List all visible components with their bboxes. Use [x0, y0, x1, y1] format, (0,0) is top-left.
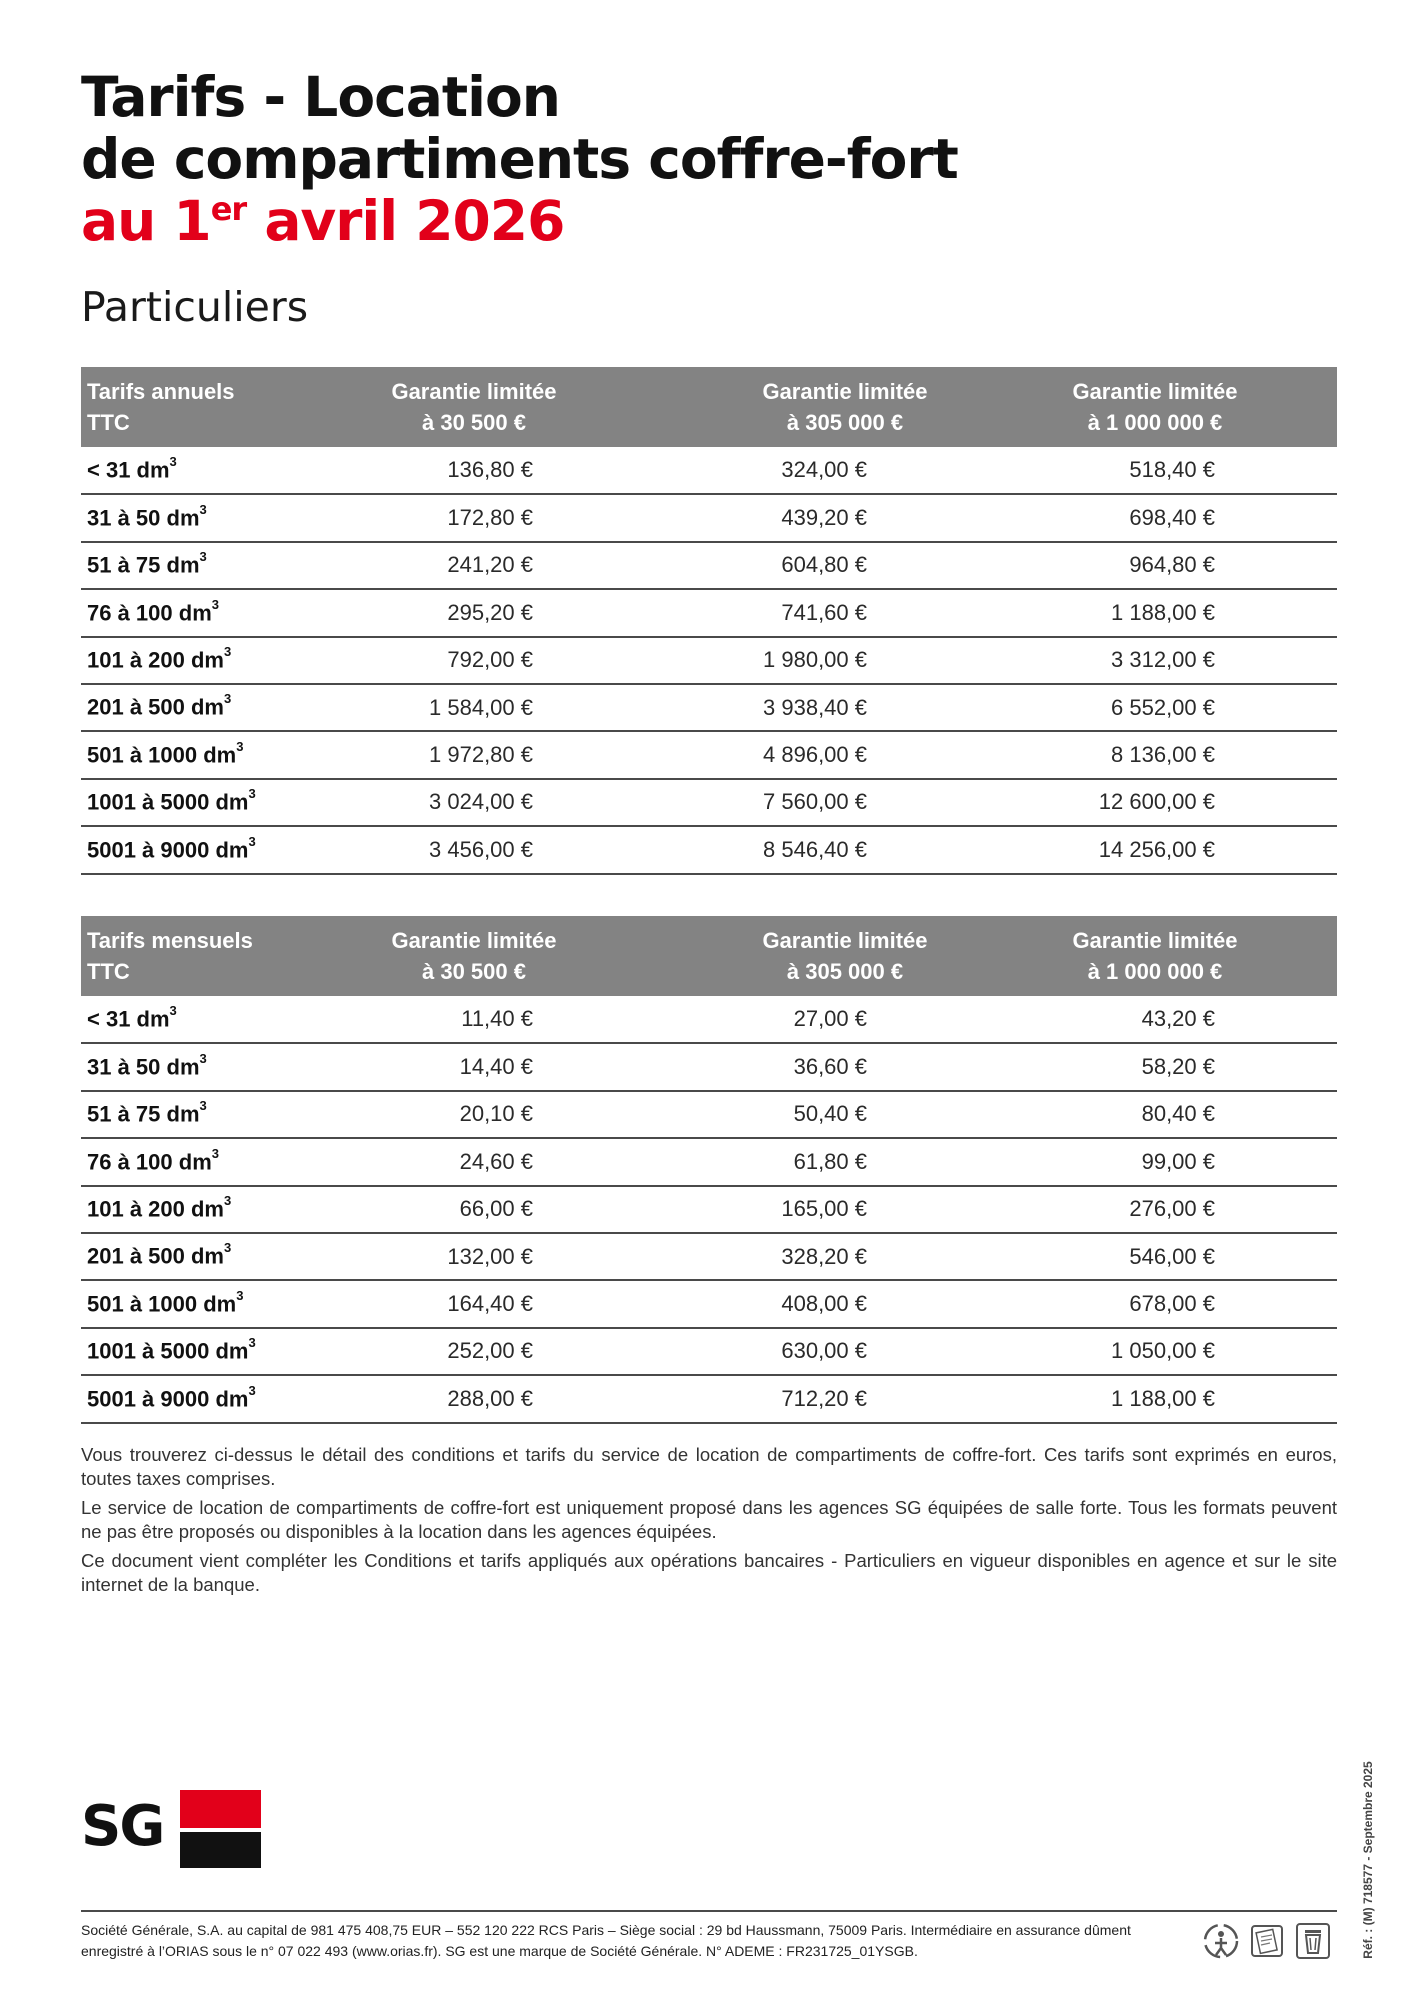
price-cell-v1: 11,40 € [365, 996, 691, 1043]
price-cell-v2: 328,20 € [691, 1233, 1017, 1280]
table-row [81, 1091, 1337, 1138]
size-text: 101 à 200 dm [87, 1196, 224, 1222]
header-col-line-1: Garantie limitée [391, 928, 557, 953]
table-row [81, 731, 1337, 778]
price-cell-v1: 252,00 € [365, 1328, 691, 1375]
size-text: 501 à 1000 dm [87, 1291, 237, 1317]
sg-logo-black-block [180, 1830, 261, 1868]
table-row [81, 779, 1337, 826]
size-text: 5001 à 9000 dm [87, 1385, 249, 1411]
row-size-label [81, 1233, 365, 1280]
price-cell-v1: 24,60 € [365, 1138, 691, 1185]
cubic-exponent: 3 [236, 1287, 244, 1303]
price-cell-v3: 14 256,00 € [1017, 826, 1337, 873]
title-date-line [81, 190, 958, 260]
footer-line-2: enregistré à l’ORIAS sous le n° 07 022 493 (www.orias.fr). SG est une marque de Société Générale. N° ADEME : FR231725_01YSGB. [81, 1943, 918, 1959]
price-cell-v2: 4 896,00 € [691, 731, 1017, 778]
header-col-line-2: à 305 000 € [786, 959, 904, 984]
cubic-exponent: 3 [248, 1335, 256, 1351]
note-paragraph: Le service de location de compartiments de coffre-fort est uniquement proposé dans les agences SG équipées de salle forte. Tous les formats peuvent ne pas être proposés ou disponibles à la location dans les agences équipées. [81, 1497, 1337, 1542]
row-size-label [81, 684, 365, 731]
table-row [81, 494, 1337, 541]
header-col-line-1: Garantie limitée [1072, 379, 1238, 404]
price-cell-v2: 61,80 € [691, 1138, 1017, 1185]
price-cell-v1: 241,20 € [365, 542, 691, 589]
cubic-exponent: 3 [248, 833, 256, 849]
note-paragraph: Ce document vient compléter les Conditions et tarifs appliqués aux opérations bancaires - Particuliers en vigueur disponibles en agence et sur le site internet de la banque. [81, 1550, 1337, 1595]
price-cell-v3: 80,40 € [1017, 1091, 1337, 1138]
header-label-line-1: Tarifs mensuels [87, 928, 253, 953]
header-col-1000000 [1017, 916, 1337, 996]
price-cell-v2: 439,20 € [691, 494, 1017, 541]
price-cell-v2: 50,40 € [691, 1091, 1017, 1138]
header-col-line-2: à 1 000 000 € [1087, 410, 1223, 435]
header-col-305000 [691, 916, 1017, 996]
sg-logo-red-block [180, 1790, 261, 1830]
table-header-row [81, 916, 1337, 996]
note-paragraph: Vous trouverez ci-dessus le détail des conditions et tarifs du service de location de compartiments de coffre-fort. Ces tarifs sont exprimés en euros, toutes taxes comprises. [81, 1444, 1337, 1489]
size-text: 76 à 100 dm [87, 1149, 212, 1175]
size-text: < 31 dm [87, 1006, 170, 1032]
annual-rates-body [81, 447, 1337, 874]
row-size-label [81, 731, 365, 778]
size-text: 501 à 1000 dm [87, 742, 237, 768]
row-size-label [81, 542, 365, 589]
price-cell-v3: 12 600,00 € [1017, 779, 1337, 826]
header-col-1000000 [1017, 367, 1337, 447]
row-size-label [81, 1091, 365, 1138]
table-row [81, 1280, 1337, 1327]
header-col-line-1: Garantie limitée [762, 379, 928, 404]
table-row [81, 1375, 1337, 1422]
price-cell-v2: 8 546,40 € [691, 826, 1017, 873]
cubic-exponent: 3 [211, 1145, 219, 1161]
price-cell-v2: 1 980,00 € [691, 637, 1017, 684]
table-row [81, 589, 1337, 636]
table-row [81, 447, 1337, 494]
document-title [81, 66, 958, 260]
title-date-ordinal: er [210, 190, 247, 228]
row-size-label [81, 1328, 365, 1375]
price-cell-v1: 1 584,00 € [365, 684, 691, 731]
price-cell-v1: 172,80 € [365, 494, 691, 541]
price-cell-v1: 288,00 € [365, 1375, 691, 1422]
price-cell-v3: 3 312,00 € [1017, 637, 1337, 684]
price-cell-v1: 1 972,80 € [365, 731, 691, 778]
header-col-30500 [365, 367, 691, 447]
cubic-exponent: 3 [169, 1003, 177, 1019]
cubic-exponent: 3 [223, 1240, 232, 1256]
price-cell-v2: 165,00 € [691, 1186, 1017, 1233]
size-text: 1001 à 5000 dm [87, 789, 249, 815]
monthly-rates-table [81, 916, 1337, 1424]
header-label-line-1: Tarifs annuels [87, 379, 235, 404]
header-label-line-2: TTC [87, 410, 130, 435]
header-col-line-2: à 30 500 € [422, 959, 526, 984]
footer-recycling-icons [1202, 1918, 1342, 1964]
price-cell-v1: 295,20 € [365, 589, 691, 636]
monthly-rates-body [81, 996, 1337, 1423]
footer-line-1: Société Générale, S.A. au capital de 981 475 408,75 EUR – 552 120 222 RCS Paris – Siège social : 29 bd Haussmann, 75009 Paris. Intermédiaire en assurance dûment [81, 1922, 1131, 1938]
price-cell-v3: 1 188,00 € [1017, 589, 1337, 636]
sg-logo [81, 1790, 261, 1870]
price-cell-v2: 36,60 € [691, 1043, 1017, 1090]
price-cell-v2: 324,00 € [691, 447, 1017, 494]
title-date-prefix: au 1 [81, 189, 211, 253]
row-size-label [81, 494, 365, 541]
row-size-label [81, 779, 365, 826]
recycling-bin-icon [1294, 1920, 1332, 1962]
table-row [81, 684, 1337, 731]
table-row [81, 1328, 1337, 1375]
header-col-line-1: Garantie limitée [391, 379, 557, 404]
size-text: 51 à 75 dm [87, 1101, 200, 1127]
price-cell-v1: 164,40 € [365, 1280, 691, 1327]
price-cell-v2: 3 938,40 € [691, 684, 1017, 731]
price-cell-v3: 58,20 € [1017, 1043, 1337, 1090]
price-cell-v2: 7 560,00 € [691, 779, 1017, 826]
price-cell-v2: 741,60 € [691, 589, 1017, 636]
header-col-line-1: Garantie limitée [762, 928, 928, 953]
table-row [81, 1138, 1337, 1185]
price-cell-v3: 964,80 € [1017, 542, 1337, 589]
table-row [81, 1043, 1337, 1090]
table-row [81, 826, 1337, 873]
price-cell-v2: 712,20 € [691, 1375, 1017, 1422]
price-cell-v3: 1 188,00 € [1017, 1375, 1337, 1422]
price-cell-v3: 1 050,00 € [1017, 1328, 1337, 1375]
size-text: 76 à 100 dm [87, 600, 212, 626]
header-col-line-2: à 30 500 € [422, 410, 526, 435]
row-size-label [81, 1138, 365, 1185]
cubic-exponent: 3 [223, 644, 232, 660]
price-cell-v1: 20,10 € [365, 1091, 691, 1138]
document-reference [1357, 1755, 1379, 1965]
title-line-1: Tarifs - Location [81, 65, 560, 129]
cubic-exponent: 3 [223, 1193, 232, 1209]
size-text: 201 à 500 dm [87, 1243, 224, 1269]
cubic-exponent: 3 [199, 501, 207, 517]
header-col-line-2: à 1 000 000 € [1087, 959, 1223, 984]
header-monthly-label [81, 916, 365, 996]
footer-divider [81, 1910, 1337, 1912]
price-cell-v3: 99,00 € [1017, 1138, 1337, 1185]
price-cell-v1: 3 024,00 € [365, 779, 691, 826]
price-cell-v2: 408,00 € [691, 1280, 1017, 1327]
price-cell-v1: 3 456,00 € [365, 826, 691, 873]
cubic-exponent: 3 [211, 596, 219, 612]
header-annual-label [81, 367, 365, 447]
table-row [81, 542, 1337, 589]
table-row [81, 1233, 1337, 1280]
reference-text: Réf. : (M) 718577 - Septembre 2025 [1361, 1761, 1375, 1959]
row-size-label [81, 826, 365, 873]
price-cell-v3: 698,40 € [1017, 494, 1337, 541]
explanatory-notes [81, 1443, 1337, 1602]
sg-logo-separator [180, 1828, 261, 1832]
size-text: 1001 à 5000 dm [87, 1338, 249, 1364]
size-text: 51 à 75 dm [87, 552, 200, 578]
price-cell-v3: 8 136,00 € [1017, 731, 1337, 778]
row-size-label [81, 447, 365, 494]
price-cell-v3: 276,00 € [1017, 1186, 1337, 1233]
annual-rates-table [81, 367, 1337, 875]
row-size-label [81, 1186, 365, 1233]
size-text: 201 à 500 dm [87, 694, 224, 720]
sg-logo-text: SG [81, 1794, 164, 1859]
size-text: 31 à 50 dm [87, 505, 200, 531]
triman-recycling-icon [1202, 1920, 1240, 1962]
price-cell-v3: 518,40 € [1017, 447, 1337, 494]
paper-sorting-icon [1248, 1920, 1286, 1962]
row-size-label [81, 1043, 365, 1090]
row-size-label [81, 637, 365, 684]
table-header-row [81, 367, 1337, 447]
price-cell-v1: 132,00 € [365, 1233, 691, 1280]
price-cell-v3: 678,00 € [1017, 1280, 1337, 1327]
title-line-2: de compartiments coffre-fort [81, 127, 958, 191]
table-row [81, 637, 1337, 684]
price-cell-v1: 66,00 € [365, 1186, 691, 1233]
title-date-suffix: avril 2026 [246, 189, 565, 253]
legal-footer [81, 1920, 1201, 1962]
row-size-label [81, 996, 365, 1043]
price-cell-v3: 43,20 € [1017, 996, 1337, 1043]
cubic-exponent: 3 [169, 454, 177, 470]
table-row [81, 1186, 1337, 1233]
header-label-line-2: TTC [87, 959, 130, 984]
row-size-label [81, 1280, 365, 1327]
size-text: 101 à 200 dm [87, 647, 224, 673]
cubic-exponent: 3 [199, 1050, 207, 1066]
price-cell-v1: 136,80 € [365, 447, 691, 494]
cubic-exponent: 3 [223, 691, 232, 707]
row-size-label [81, 589, 365, 636]
cubic-exponent: 3 [248, 1382, 256, 1398]
cubic-exponent: 3 [199, 1098, 207, 1114]
price-cell-v1: 792,00 € [365, 637, 691, 684]
size-text: 5001 à 9000 dm [87, 836, 249, 862]
price-cell-v2: 630,00 € [691, 1328, 1017, 1375]
cubic-exponent: 3 [248, 786, 256, 802]
header-col-line-1: Garantie limitée [1072, 928, 1238, 953]
header-col-305000 [691, 367, 1017, 447]
cubic-exponent: 3 [236, 738, 244, 754]
price-cell-v2: 604,80 € [691, 542, 1017, 589]
cubic-exponent: 3 [199, 549, 207, 565]
row-size-label [81, 1375, 365, 1422]
section-subtitle: Particuliers [81, 283, 309, 331]
price-cell-v1: 14,40 € [365, 1043, 691, 1090]
header-col-line-2: à 305 000 € [786, 410, 904, 435]
price-cell-v3: 546,00 € [1017, 1233, 1337, 1280]
price-cell-v2: 27,00 € [691, 996, 1017, 1043]
size-text: 31 à 50 dm [87, 1054, 200, 1080]
price-cell-v3: 6 552,00 € [1017, 684, 1337, 731]
table-row [81, 996, 1337, 1043]
size-text: < 31 dm [87, 457, 170, 483]
header-col-30500 [365, 916, 691, 996]
